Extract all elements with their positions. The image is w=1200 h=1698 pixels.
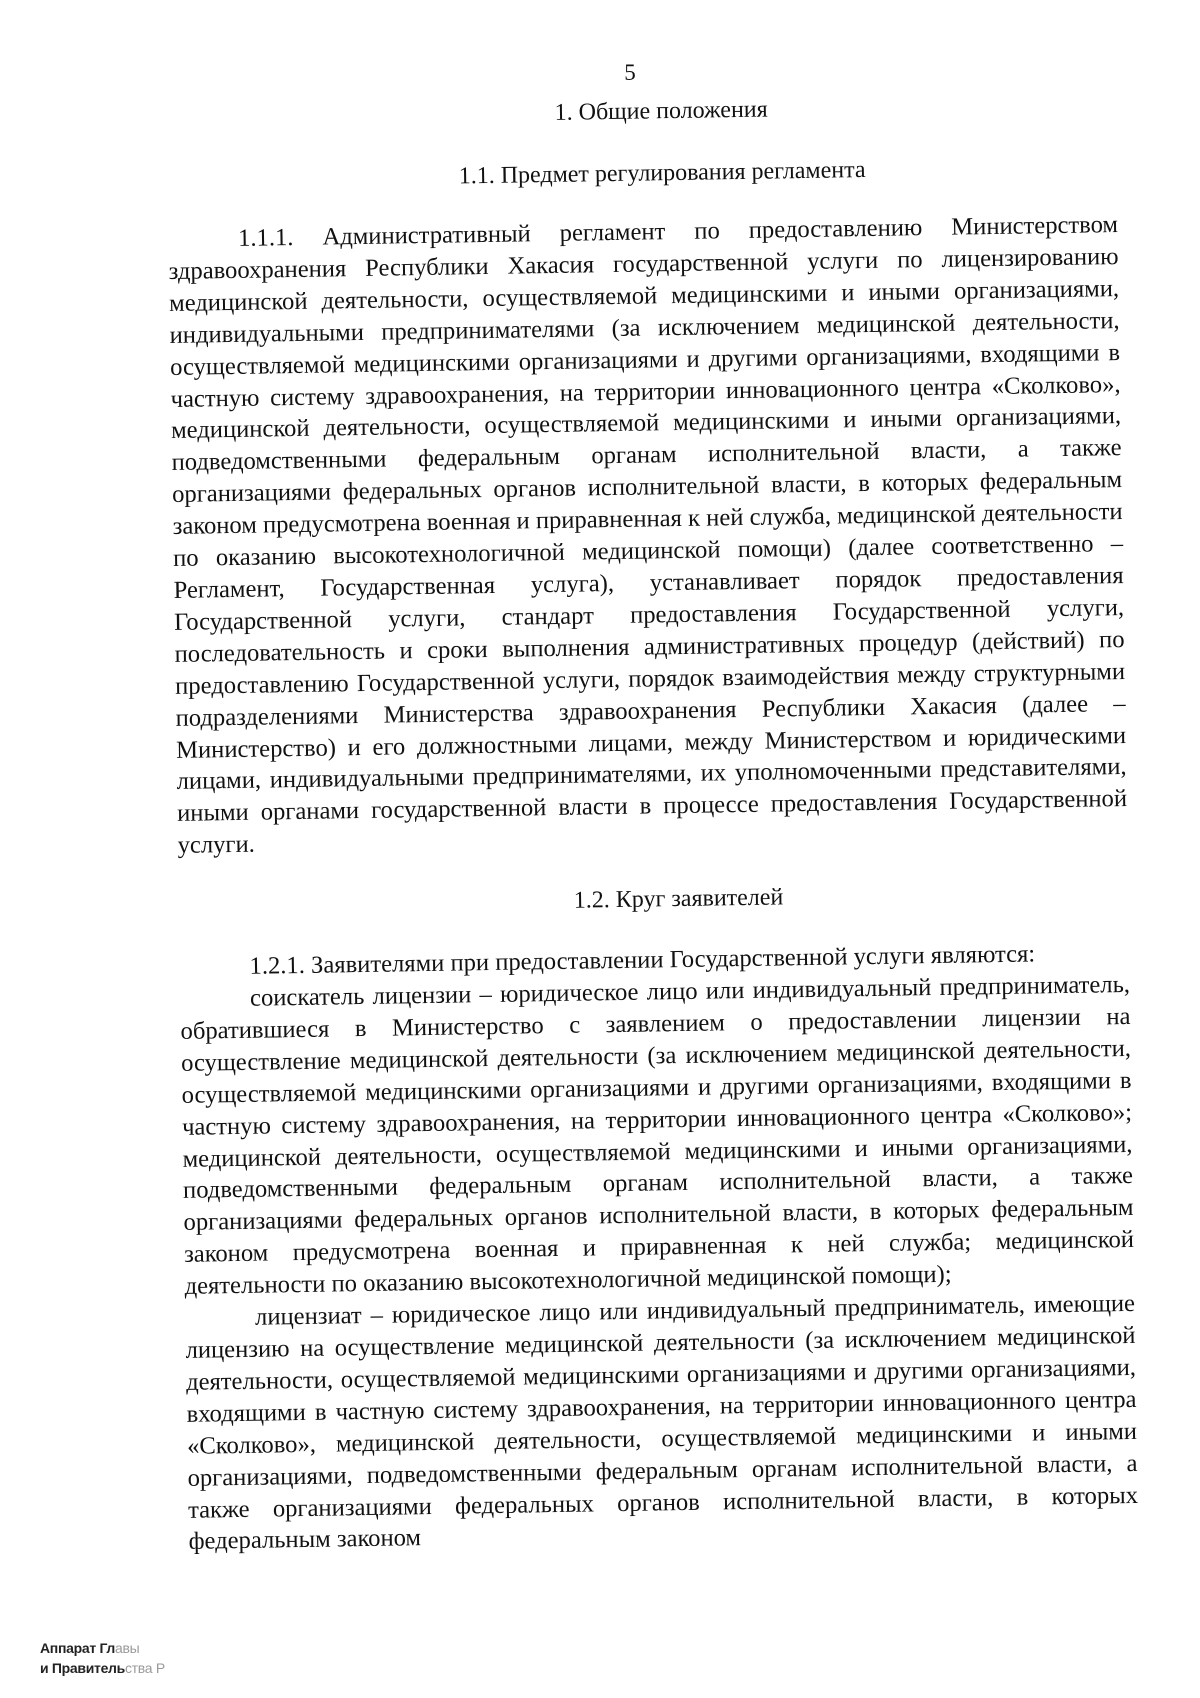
paragraph-licensee: лицензиат – юридическое лицо или индивидуальный предприниматель, имеющие лицензию на осуществление медицинской деятельности (за исключением медицинской деятельности, осуществляемой медицинскими организациями и другими организациями, входящими в частную систему здравоохранения, на территории инновационного центра «Сколково», медицинской деятельности, осуществляемой медицинскими и иными организациями, подведомственными федеральным органам исполнительной власти, а также организациями федеральных органов исполнительной власти, в которых федеральным законом	[185, 1290, 1139, 1556]
document-body	[166, 89, 1139, 1558]
stamp-line-2: и Правительства Р	[40, 1660, 165, 1676]
stamp-line-1: Аппарат Главы	[40, 1640, 140, 1656]
office-stamp	[40, 1638, 165, 1678]
subsection-title-subject: 1.1. Предмет регулирования регламента	[458, 157, 866, 190]
subsection-title-applicants: 1.2. Круг заявителей	[573, 884, 784, 914]
paragraph-applicant: соискатель лицензии – юридическое лицо или индивидуальный предприниматель, обратившиеся в Министерство с заявлением о предоставлении лицензии на осуществление медицинской деятельности (за исключением медицинской деятельности, осуществляемой медицинскими организациями и другими организациями, входящими в частную систему здравоохранения, на территории инновационного центра «Сколково»; медицинской деятельности, осуществляемой медицинскими и иными организациями, подведомственными федеральным органам исполнительной власти, а также организациями федеральных органов исполнительной власти, в которых федеральным законом предусмотрена военная и приравненная к ней служба; медицинской деятельности по оказанию высокотехнологичной медицинской помощи);	[180, 971, 1135, 1301]
page-number: 5	[624, 60, 636, 85]
section-title-general: 1. Общие положения	[554, 96, 768, 126]
paragraph-1-2-1: 1.2.1. Заявителями при предоставлении Государственной услуги являются:	[249, 940, 1036, 980]
paragraph-1-1-1: 1.1.1. Административный регламент по предоставлению Министерством здравоохранения Республики Хакасия государственной услуги по лицензированию медицинской деятельности, осуществляемой медицинскими и иными организациями, индивидуальными предпринимателями (за исключением медицинской деятельности, осуществляемой медицинскими организациями и другими организациями, входящими в частную систему здравоохранения, на территории инновационного центра «Сколково», медицинской деятельности, осуществляемой медицинскими и иными организациями, подведомственными федеральным органам исполнительной власти, а также организациями федеральных органов исполнительной власти, в которых федеральным законом предусмотрена военная и приравненная к ней служба, медицинской деятельности по оказанию высокотехнологичной медицинской помощи) (далее соответственно – Регламент, Государственная услуга), устанавливает порядок предоставления Государственной услуги, стандарт предоставления Государственной услуги, последовательность и сроки выполнения административных процедур (действий) по предоставлению Государственной услуги, порядок взаимодействия между структурными подразделениями Министерства здравоохранения Республики Хакасия (далее – Министерство) и его должностными лицами, между Министерством и юридическими лицами, индивидуальными предпринимателями, их уполномоченными представителями, иными органами государственной власти в процессе предоставления Государственной услуги.	[168, 211, 1128, 860]
